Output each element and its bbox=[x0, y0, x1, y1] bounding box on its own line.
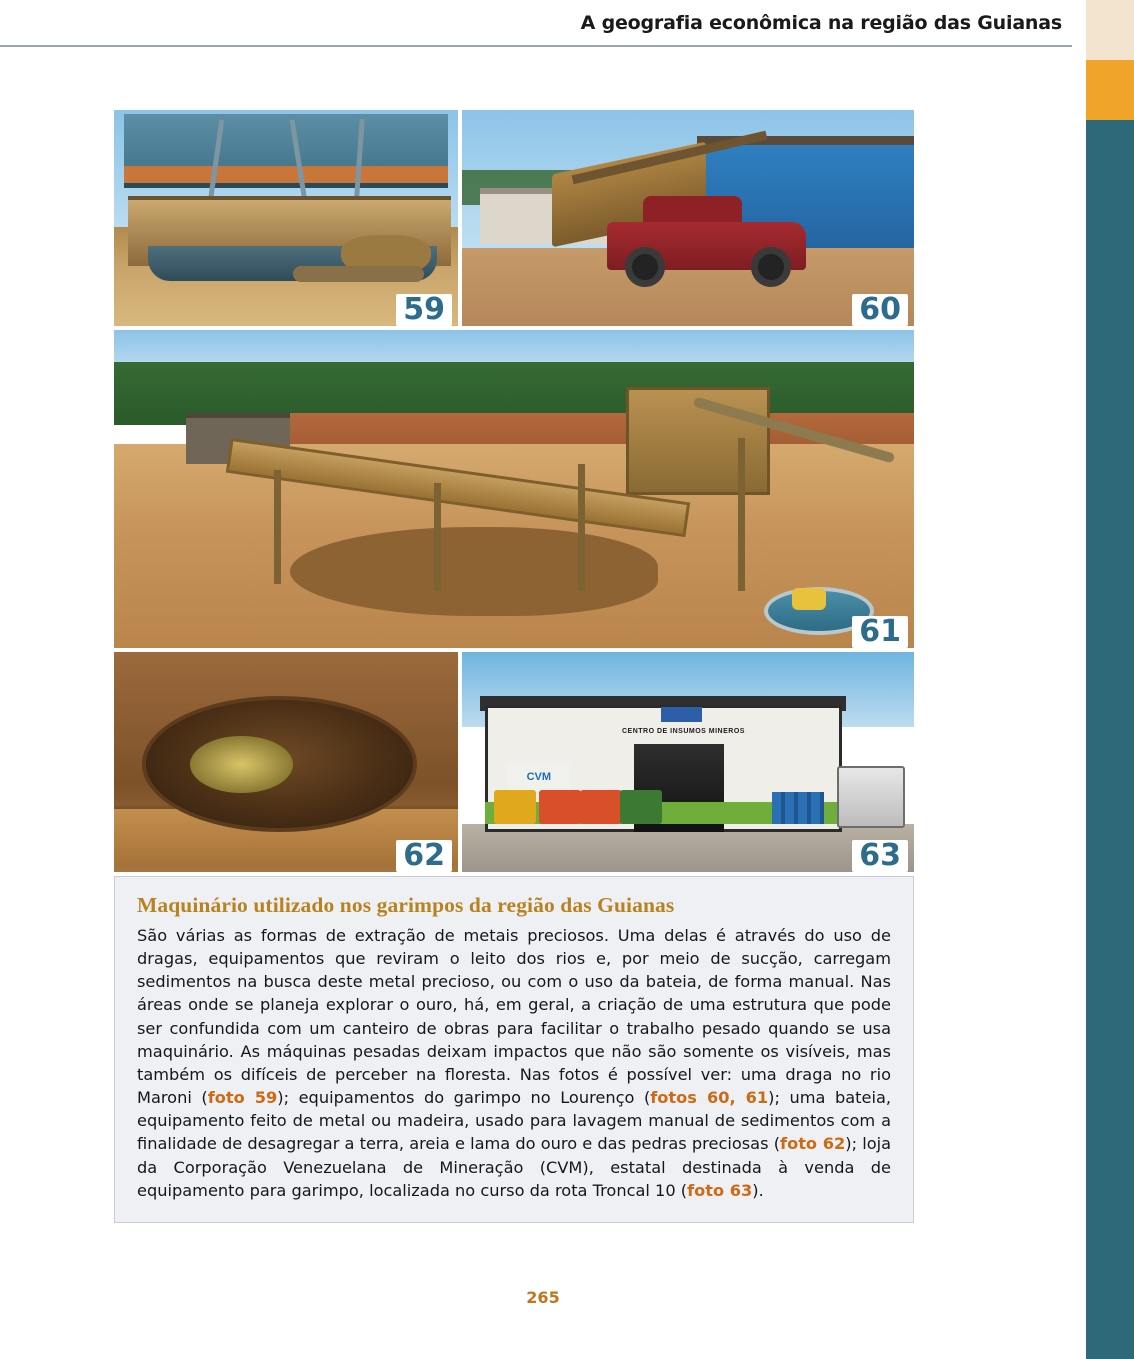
photo-row-1 bbox=[114, 110, 914, 326]
photo-row-3 bbox=[114, 652, 914, 872]
photo-number-63: 63 bbox=[852, 840, 908, 873]
photo-59-suction-pipe bbox=[293, 266, 424, 282]
edge-bar-orange bbox=[1086, 60, 1134, 120]
photo-63-store-sign: CENTRO DE INSUMOS MINEROS bbox=[589, 722, 779, 740]
photo-63-machine bbox=[494, 790, 536, 824]
photo-63-machine bbox=[620, 790, 662, 824]
photo-60-wheel bbox=[625, 247, 665, 287]
photo-63-drums bbox=[772, 792, 824, 824]
photo-61-post bbox=[274, 470, 281, 584]
photo-60-truck bbox=[462, 110, 914, 326]
photo-63-government-emblem bbox=[661, 707, 702, 722]
photo-number-60: 60 bbox=[852, 294, 908, 327]
photo-number-61: 61 bbox=[852, 616, 908, 649]
photo-63-cvm-store bbox=[462, 652, 914, 872]
photo-63-truck bbox=[837, 766, 905, 828]
photo-reference: fotos 60, 61 bbox=[650, 1088, 769, 1108]
caption-title: Maquinário utilizado nos garimpos da região das Guianas bbox=[137, 893, 675, 917]
caption-body: São várias as formas de extração de metais preciosos. Uma delas é através do uso de dragas, equipamentos que reviram o leito dos rios e, por meio de sucção, carregam sedimentos na busca deste metal precioso, ou com o uso da bateia, de forma manual. Nas áreas onde se planeja explorar o ouro, há, em geral, a criação de uma estrutura que pode ser confundida com um canteiro de obras para facilitar o trabalho pesado quando se usa maquinário. As máquinas pesadas deixam impactos que não são somente os visíveis, mas também os difíceis de perceber na floresta. Nas fotos é possível ver: uma draga no rio Maroni (foto 59); equipamentos do garimpo no Lourenço (fotos 60, 61); uma bateia, equipamento feito de metal ou madeira, usado para lavagem manual de sedimentos com a finalidade de desagregar a terra, areia e lama do ouro e das pedras preciosas (foto 62); loja da Corporação Venezuelana de Mineração (CVM), estatal destinada à venda de equipamento para garimpo, localizada no curso da rota Troncal 10 (foto 63). bbox=[137, 926, 892, 1200]
photo-reference: foto 59 bbox=[207, 1088, 278, 1108]
photo-number-59: 59 bbox=[396, 294, 452, 327]
photo-61-mining-site bbox=[114, 330, 914, 648]
photo-row-2 bbox=[114, 330, 914, 648]
photo-59-dredge bbox=[114, 110, 458, 326]
photo-reference: foto 62 bbox=[780, 1134, 846, 1154]
photo-61-post bbox=[738, 438, 745, 591]
edge-bar-cream bbox=[1086, 0, 1134, 60]
photo-63-cvm-logo: CVM bbox=[507, 762, 570, 793]
page-number: 265 bbox=[526, 1288, 560, 1307]
header-divider bbox=[0, 45, 1072, 47]
photo-grid bbox=[114, 110, 914, 872]
photo-61-pit bbox=[290, 527, 658, 616]
photo-reference: foto 63 bbox=[687, 1180, 753, 1200]
photo-62-gold-pan bbox=[114, 652, 458, 872]
photo-61-post bbox=[578, 464, 585, 591]
photo-number-62: 62 bbox=[396, 840, 452, 873]
page-title: A geografia econômica na região das Guianas bbox=[580, 12, 1062, 34]
photo-62-sediment bbox=[190, 736, 293, 793]
photo-63-machine bbox=[580, 790, 622, 824]
photo-59-cabin-band bbox=[124, 166, 447, 183]
caption-box bbox=[114, 876, 914, 1223]
photo-61-post bbox=[434, 483, 441, 591]
page-header bbox=[0, 0, 1086, 48]
photo-61-yellow-container bbox=[792, 588, 826, 610]
edge-bar-teal bbox=[1086, 120, 1134, 1359]
photo-63-machine bbox=[539, 790, 581, 824]
page-content bbox=[114, 110, 914, 1223]
